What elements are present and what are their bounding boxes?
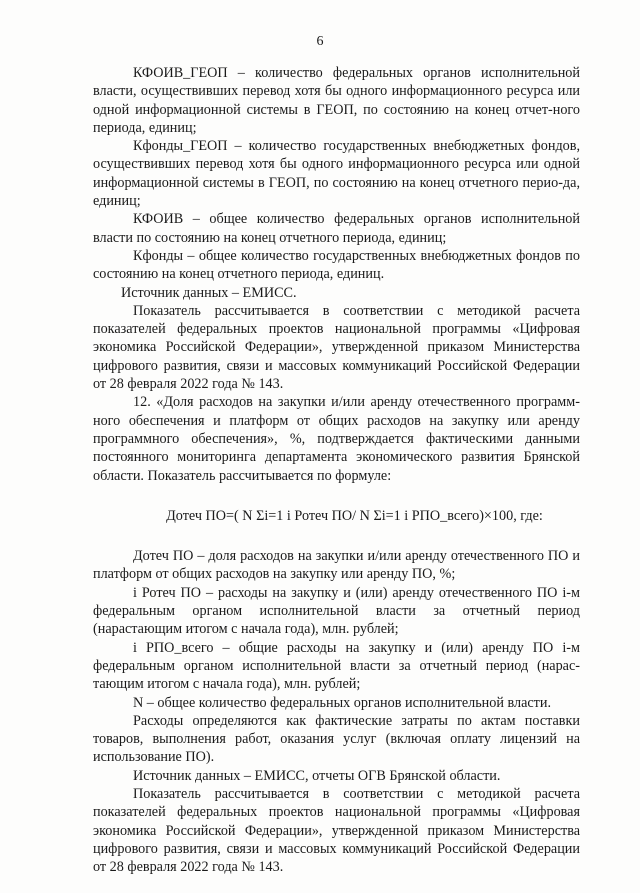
paragraph-kfoiv: КФОИВ – общее количество федеральных органов исполнительной власти по состоянию на конец отчетного периода, единиц;	[93, 211, 580, 246]
paragraph-kfondy: Кфонды – общее количество государственных внебюджетных фондов по состоянию на конец отчетного периода, единиц.	[93, 247, 580, 283]
paragraph-def-rpo-total: i РПО_всего – общие расходы на закупку и (или) аренду ПО i-м федеральным органом исполнительной власти за отчетный период (нарас-тающим итогом с начала года), млн. рублей;	[93, 639, 580, 693]
paragraph-kfoiv-geop: КФОИВ_ГЕОП – количество федеральных органов исполнительной власти, осуществивших перевод хотя бы одного информационного ресурса или одной информационной системы в ГЕОП, по состоянию на конец отчет-ного периода, единиц;	[93, 65, 580, 136]
document-body	[93, 64, 580, 876]
formula: Дотеч ПО=( N Σi=1 i Ротеч ПО/ N Σi=1 i РПО_всего)×100, где:	[166, 507, 543, 524]
paragraph-expenses: Расходы определяются как фактические затраты по актам поставки товаров, выполнения работ, оказания услуг (включая оплату лицензий на использование ПО).	[93, 712, 580, 766]
paragraph-indicator-12: 12. «Доля расходов на закупки и/или аренду отечественного программ-ного обеспечения и платформ от общих расходов на закупку или аренду программного обеспечения», %, подтверждается фактическими данными постоянного мониторинга департамента экономического развития Брянской области. Показатель рассчитывается по формуле:	[93, 394, 580, 484]
paragraph-data-source-2: Источник данных – ЕМИСС, отчеты ОГВ Брянской области.	[133, 767, 501, 784]
paragraph-kfondy-geop: Кфонды_ГЕОП – количество государственных внебюджетных фондов, осуществивших перевод хотя бы одного информационного ресурса или одной информационной системы в ГЕОП, по состоянию на конец отчетного перио-да, единиц;	[93, 138, 580, 210]
paragraph-methodology-2: Показатель рассчитывается в соответствии с методикой расчета показателей федеральных проектов национальной программы «Цифровая экономика Российской Федерации», утвержденной приказом Министерства цифрового развития, связи и массовых коммуникаций Российской Федерации от 28 февраля 2022 года № 143.	[93, 785, 580, 876]
paragraph-def-dotech: Дотеч ПО – доля расходов на закупки и/или аренду отечественного ПО и платформ от общих расходов на закупку или аренду ПО, %;	[93, 548, 580, 583]
paragraph-def-rotech: i Ротеч ПО – расходы на закупку и (или) аренду отечественного ПО i-м федеральным органом исполнительной власти за отчетный период (нарастающим итогом с начала года), млн. рублей;	[93, 584, 580, 638]
paragraph-def-n: N – общее количество федеральных органов исполнительной власти.	[133, 694, 552, 711]
paragraph-data-source: Источник данных – ЕМИСС.	[121, 284, 297, 301]
page-number: 6	[316, 34, 324, 49]
paragraph-methodology: Показатель рассчитывается в соответствии с методикой расчета показателей федеральных проектов национальной программы «Цифровая экономика Российской Федерации», утвержденной приказом Министерства цифрового развития, связи и массовых коммуникаций Российской Федерации от 28 февраля 2022 года № 143.	[93, 302, 580, 393]
